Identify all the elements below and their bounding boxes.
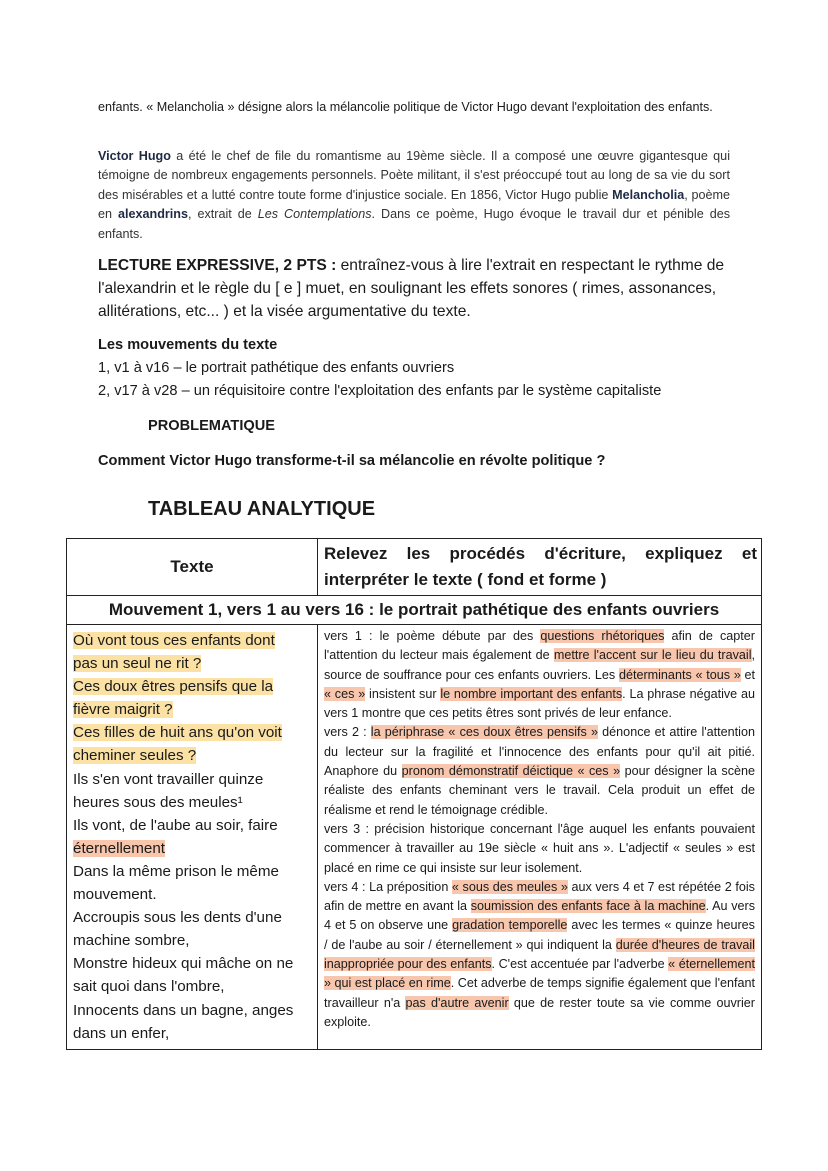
poem-line	[73, 652, 311, 675]
analysis-text: que de rester toute sa vie comme ouvrier exploite.	[324, 995, 755, 1029]
analysis-highlight: questions rhétoriques	[540, 629, 665, 643]
analysis-text: pour désigner la scène réaliste des enfants cheminant vers le travail. Cela produit un effet de réalisme et rend le témoignage crédible.	[324, 764, 756, 817]
text-run: a été le chef de file du romantisme au 19ème siècle. Il a composé une œuvre gigantesque qui témoigne de nombreux engagements personnels. Poète militant, il s'est préoccupé tout au long de sa vie du sort des misérables et a lutté contre toute forme d'injustice sociale. En 1856, Victor Hugo publie	[98, 149, 730, 202]
analysis-text: et	[740, 667, 755, 682]
analysis-text: vers 4 : La préposition	[324, 879, 452, 894]
analysis-highlight: pas d'autre avenir	[405, 995, 509, 1010]
analysis-text: . Cet adverbe de temps signifie également que l'enfant travailleur n'a	[324, 976, 755, 1010]
author-name: Victor Hugo	[98, 149, 171, 163]
poem-line	[73, 721, 311, 744]
poem-line	[73, 975, 311, 998]
verse-form: alexandrins	[118, 207, 188, 222]
analysis-text: afin de capter l'attention du lecteur mais également de	[324, 629, 756, 663]
tableau-title: TABLEAU ANALYTIQUE	[148, 498, 376, 520]
poem-line	[73, 929, 311, 952]
analysis-highlight: le nombre important des enfants	[440, 686, 623, 701]
analysis-text: . Au vers 4 et 5 on observe une	[324, 899, 755, 933]
problematique-question: Comment Victor Hugo transforme-t-il sa mélancolie en révolte politique ?	[98, 453, 606, 469]
analysis-text: avec les termes « quinze heures / de l'aube au soir / éternellement » qui indiquent la	[324, 918, 755, 952]
poem-text: sait quoi dans l'ombre,	[73, 978, 225, 996]
text-run: . Dans ce poème, Hugo évoque le travail dur et pénible des enfants.	[98, 207, 730, 241]
mouvement-1-header: Mouvement 1, vers 1 au vers 16 : le portrait pathétique des enfants ouvriers	[67, 596, 762, 625]
analysis-text: vers 1 : le poème débute par des	[324, 629, 541, 643]
col-texte-header: Texte	[67, 539, 318, 596]
problematique-heading: PROBLEMATIQUE	[148, 418, 276, 434]
poem-text: dans un enfer,	[73, 1024, 170, 1042]
poem-line	[73, 883, 311, 906]
analysis-text: aux vers 4 et 7 est répétée 2 fois afin de mettre en avant la	[324, 879, 755, 914]
poem-highlight: Ces doux êtres pensifs que la	[73, 678, 274, 696]
poem-text: mouvement.	[73, 886, 157, 904]
analysis-text: , source de souffrance pour ces enfants ouvriers. Les	[324, 648, 756, 682]
analysis-text: . C'est accentuée par l'adverbe	[491, 957, 669, 972]
analysis-highlight: la périphrase « ces doux êtres pensifs »	[370, 725, 599, 740]
poem-text: Ils s'en vont travailler quinze	[73, 770, 264, 788]
mouvements-heading: Les mouvements du texte	[98, 337, 278, 353]
poem-highlight: éternellement	[73, 839, 166, 857]
poem-line	[73, 1022, 311, 1045]
analysis-text: vers 3 : précision historique concernant l'âge auquel les enfants pouvaient commencer à travailler au 19e siècle « huit ans ». L'adjectif « seules » est placé en rime ce qui insiste sur leur isolement.	[324, 821, 755, 875]
intro-paragraph-1: enfants. « Melancholia » désigne alors la mélancolie politique de Victor Hugo devant l'exploitation des enfants.	[98, 100, 713, 114]
poem-line	[73, 768, 311, 791]
poem-highlight: Ces filles de huit ans qu'on voit	[73, 724, 282, 742]
poem-line	[73, 860, 311, 883]
poem-line	[73, 906, 311, 929]
poem-line	[73, 675, 311, 698]
analysis-highlight: soumission des enfants face à la machine	[470, 899, 706, 914]
poem-highlight: Où vont tous ces enfants dont	[73, 632, 275, 649]
poem-text: Monstre hideux qui mâche on ne	[73, 955, 294, 973]
analysis-highlight: gradation temporelle	[452, 918, 568, 933]
poem-text: heures sous des meules¹	[73, 793, 243, 811]
intro-paragraph-2	[98, 147, 730, 244]
poem-text: Accroupis sous les dents d'une	[73, 909, 282, 927]
poem-line	[73, 629, 311, 652]
analysis-highlight: durée d'heures de travail inappropriée pour des enfants	[324, 937, 755, 972]
lecture-label: LECTURE EXPRESSIVE, 2 PTS :	[98, 257, 337, 274]
collection-title: Les Contemplations	[257, 207, 372, 222]
poem-highlight: fièvre maigrit ?	[73, 701, 173, 719]
poem-text: Ils vont, de l'aube au soir, faire	[73, 816, 278, 834]
analysis-text: dénonce et attire l'attention du lecteur sur la fragilité et l'innocence des enfants pour qu'il ait pitié. Anaphore du	[324, 725, 755, 779]
text-run: , extrait de	[188, 207, 258, 222]
analytic-table	[66, 538, 762, 1050]
analysis-highlight: mettre l'accent sur le lieu du travail	[553, 648, 752, 663]
col-procedes-header: Relevez les procédés d'écriture, expliquez et interpréter le texte ( fond et forme )	[318, 539, 762, 596]
poem-text: Innocents dans un bagne, anges	[73, 1001, 294, 1019]
analysis-highlight: déterminants « tous »	[618, 667, 741, 682]
poem-cell	[67, 625, 318, 1050]
text-run: , poème en	[98, 187, 730, 222]
poem-line	[73, 744, 311, 767]
analysis-text: vers 2 :	[324, 725, 371, 740]
table-row	[67, 625, 762, 1050]
poem-highlight: pas un seul ne rit ?	[73, 655, 202, 673]
analysis-text: insistent sur	[365, 686, 441, 701]
table-header-row	[67, 539, 762, 596]
poem-line	[73, 814, 311, 837]
analysis-cell	[318, 625, 762, 1050]
lecture-expressive	[98, 254, 738, 323]
poem-line	[73, 791, 311, 814]
poem-line	[73, 952, 311, 975]
table-mouvement-row	[67, 596, 762, 625]
analysis-highlight: pronom démonstratif déictique « ces »	[401, 764, 621, 779]
poem-text: Dans la même prison le même	[73, 862, 279, 880]
poem-line	[73, 999, 311, 1022]
poem-line	[73, 837, 311, 860]
poem-title: Melancholia	[612, 187, 685, 202]
mouvement-1-line: 1, v1 à v16 – le portrait pathétique des enfants ouvriers	[98, 360, 455, 376]
poem-line	[73, 698, 311, 721]
analysis-highlight: « éternellement » qui est placé en rime	[324, 957, 756, 991]
lecture-text: entraînez-vous à lire l'extrait en respectant le rythme de l'alexandrin et le règle du [ e ] muet, en soulignant les effets sonores ( rimes, assonances, allitérations, etc... ) et la visée argumentative du texte.	[98, 257, 725, 320]
mouvement-2-line: 2, v17 à v28 – un réquisitoire contre l'exploitation des enfants par le système capitaliste	[98, 383, 662, 399]
poem-highlight: cheminer seules ?	[73, 747, 197, 765]
analysis-highlight: « ces »	[324, 686, 366, 701]
analysis-highlight: « sous des meules »	[451, 879, 568, 894]
analysis-text: . La phrase négative au vers 1 montre que ces petits êtres sont privés de leur enfance.	[324, 686, 755, 721]
poem-text: machine sombre,	[73, 932, 190, 950]
